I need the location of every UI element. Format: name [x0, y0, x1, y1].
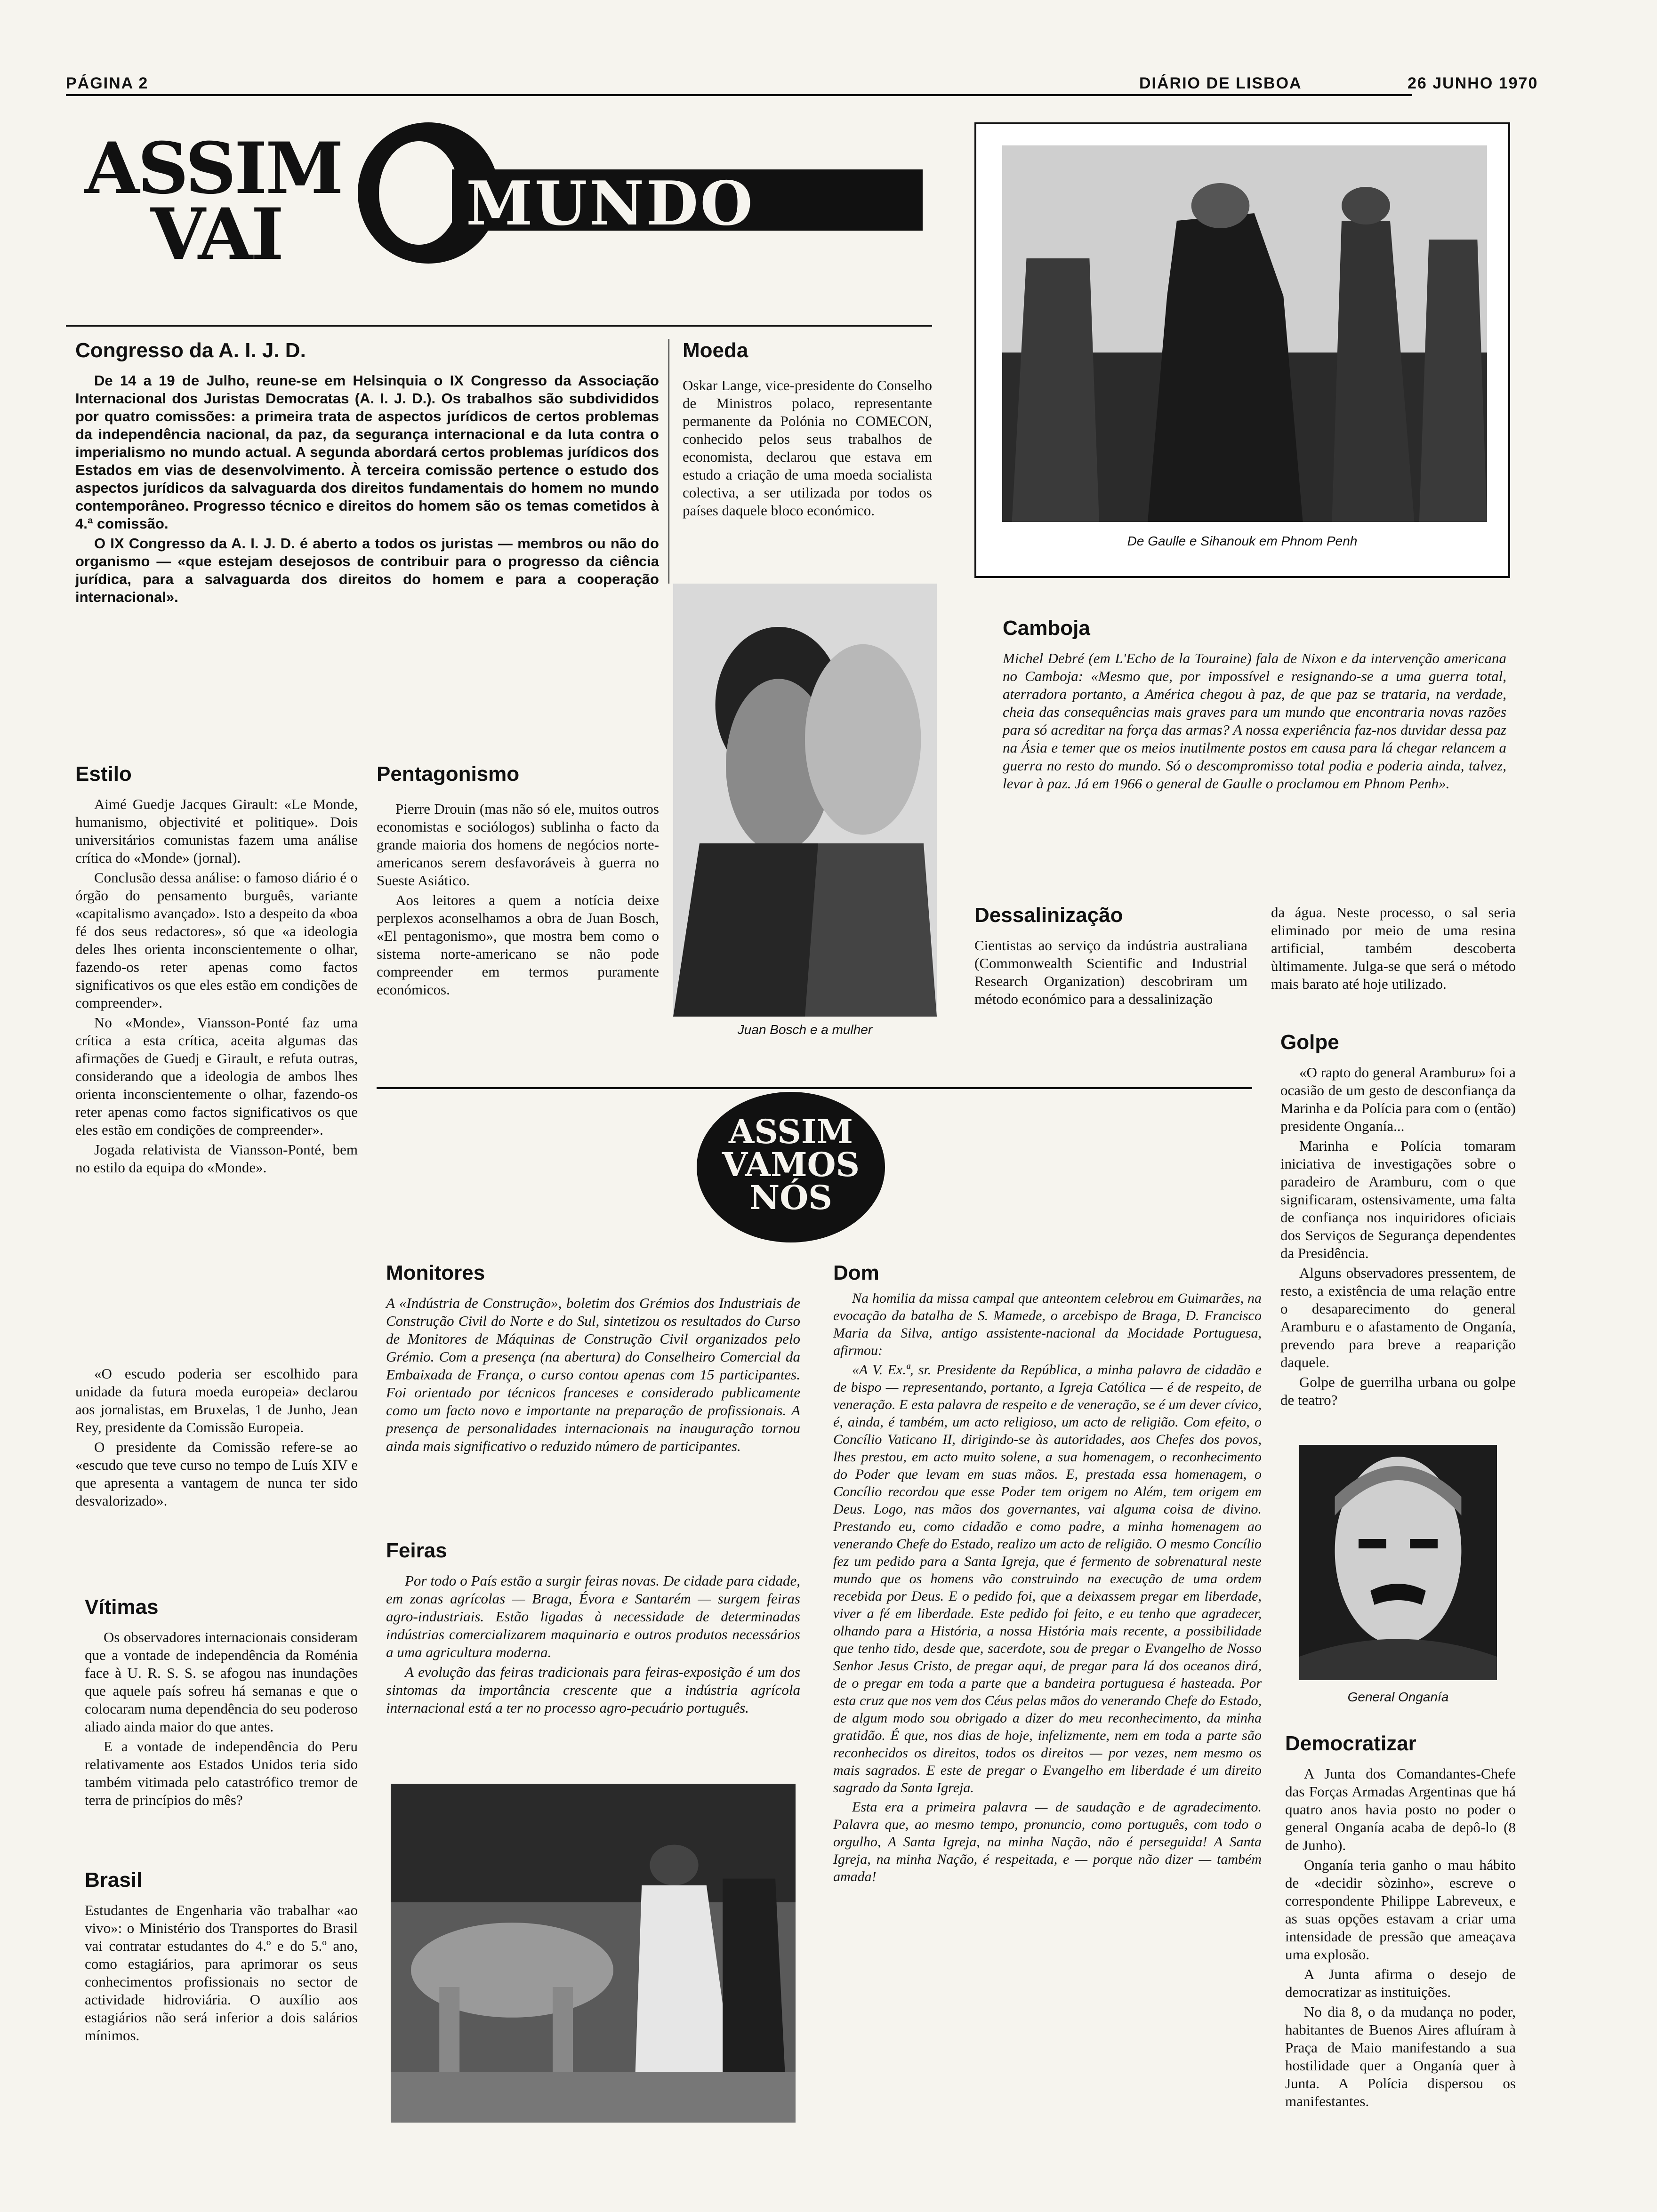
estilo-paragraph: Jogada relativista de Viansson-Ponté, bem no estilo da equipa do «Monde». — [75, 1141, 358, 1176]
vitimas-paragraph: Os observadores internacionais consideram que a vontade de independência da Roménia face à U. R. S. S. se afogou nas inundações que aquele país sofreu há semanas e que o colocaram numa dependência do seu poderoso aliado ainda maior do que antes. — [85, 1629, 358, 1735]
congresso-body — [75, 372, 659, 608]
dom-paragraph: «A V. Ex.ª, sr. Presidente da República, a minha palavra de cidadão e de bispo — representando, portanto, a Igreja Católica — é de respeito, de veneração. E esta palavra de respeito e de veneração, se é um dever cívico, é, ainda, é também, um acto religioso, um acto de religião. Com efeito, o Concílio Vaticano II, dirigindo-se às autoridades, aos Chefes dos povos, lhes prestou, em acto muito solene, a sua homenagem, o reconhecimento do Poder que levam em suas mãos. E, prestada essa homenagem, o Concílio recordou que esse Poder tem origem no Além, tem origem em Deus. Logo, nas mãos dos governantes, vai alguma coisa de divino. Prestando eu, como cidadão e como padre, a minha homenagem ao venerando Chefe do Estado, realizo um acto de religião. O mesmo Concílio fez um pedido para a Santa Igreja, que é fermento de sobrenatural neste mundo que os homens vão construindo na execução de uma ordem recebida por Deus. E o pedido foi, que a deixassem pregar em liberdade, viver a fé em liberdade. Este pedido foi feito, e eu tenho que agradecer, olhando para a História, a nossa História mais recente, a possibilidade que tenho tido, desde que, sacerdote, sou de pregar o Evangelho de Nosso Senhor Jesus Cristo, de pregar aqui, de pregar para lá dos oceanos dirá, de o pregar em toda a parte que a bandeira portuguesa é hasteada. Por esta cruz que nos vem dos Céus pelas mãos do venerando Chefe do Estado, de algum modo sou obrigado a dizer do meu reconhecimento, da minha gratidão. É que, nos dias de hoje, infelizmente, nem em toda a parte são reconhecidos os direitos, todos os direitos — por vezes, nem mesmo os mais sagrados. E este de pregar o Evangelho em liberdade é um direito sagrado da Santa Igreja. — [833, 1362, 1262, 1795]
feiras-paragraph: Por todo o País estão a surgir feiras novas. De cidade para cidade, em zonas agrícolas — Braga, Évora e Santarém — surgem feiras agro-industriais. Estão ligadas à necessidade de determinadas indústrias comercializarem maquinaria e outros produtos necessários a uma agricultura moderna. — [386, 1572, 800, 1660]
democratizar-paragraph: Onganía teria ganho o mau hábito de «decidir sòzinho», escreve o correspondente Philippe Labreveux, e as suas opções estavam a criar uma intensidade de pressão que ameaçava uma explosão. — [1285, 1857, 1516, 1963]
masthead-mundo: MUNDO — [466, 168, 755, 239]
brasil-title: Brasil — [85, 1868, 143, 1891]
pentagonismo-paragraph: Pierre Drouin (mas não só ele, muitos outros economistas e sociólogos) sublinha o facto da grande maioria dos homens de negócios norte-americanos serem desfavoráveis à guerra no Sueste Asiático. — [377, 801, 659, 889]
democratizar-body — [1285, 1765, 1516, 2112]
pentagonismo-paragraph: Aos leitores a quem a notícia deixe perplexos aconselhamos a obra de Juan Bosch, «El pentagonismo», que mostra bem como o sistema norte-americano se não pode compreender em termos puramente económicos. — [377, 892, 659, 998]
assim-vamos-nos-line2: VAMOS — [722, 1145, 860, 1184]
degaulle-photo-frame — [974, 122, 1510, 578]
bosch-caption: Juan Bosch e a mulher — [737, 1022, 873, 1037]
dom-title: Dom — [833, 1261, 879, 1284]
pentagonismo-body — [377, 800, 659, 1001]
masthead-o — [379, 141, 459, 245]
masthead — [85, 122, 932, 278]
brasil-body: Estudantes de Engenharia vão trabalhar «ao vivo»: o Ministério dos Transportes do Brasil vai contratar estudantes do 4.º e do 5.º ano, como estagiários, para aprimorar os seus conhecimentos profissionais no sector de actividade hidroviária. O auxílio aos estagiários não será inferior a dois salários mínimos. — [85, 1902, 358, 2044]
escudo-body — [75, 1365, 358, 1512]
estilo-paragraph: Conclusão dessa análise: o famoso diário é o órgão do pensamento burguês, variante «capitalismo avançado». Isto a despeito da «boa fé dos seus redactores», só que «a ideologia deles lhes orienta inconscientemente o olhar, fazendo-os reter apenas como factos significativos os que eles estão em condições de compreender». — [75, 869, 358, 1011]
masthead-assim: ASSIM — [85, 127, 342, 210]
issue-date: 26 JUNHO 1970 — [1408, 74, 1538, 92]
estilo-body — [75, 795, 358, 1178]
feiras-body — [386, 1572, 800, 1719]
golpe-paragraph: «O rapto do general Aramburu» foi a ocasião de um gesto de desconfiança da Marinha e da Polícia para com o (então) presidente Onganía... — [1280, 1064, 1516, 1134]
camboja-body: Michel Debré (em L'Echo de la Touraine) fala de Nixon e da intervenção americana no Camboja: «Mesmo que, por impossível e resignando-se a uma guerra total, aterradora portanto, a América chegou à paz, de que paz se trataria, na verdade, cheia das consequências mais graves para um mundo que encontraria novas razões para só acreditar na força das armas? A nossa experiência faz-nos duvidar dessa paz na Ásia e temer que os meios inutilmente postos em causa para lá chegar relancem a guerra no resto do mundo. Só o descompromisso total podia e poderia ainda, talvez, levar à paz. Já em 1966 o general de Gaulle o proclamou em Phnom Penh». — [1003, 650, 1506, 792]
header-rule — [66, 94, 1412, 96]
golpe-paragraph: Alguns observadores pressentem, de resto, a existência de uma relação entre o desaparecimento do general Aramburu e o afastamento de Onganía, prevendo para breve a reaparição daquele. — [1280, 1265, 1516, 1370]
monitores-title: Monitores — [386, 1261, 485, 1284]
section-rule — [377, 1087, 1252, 1089]
newspaper-name: DIÁRIO DE LISBOA — [1139, 74, 1302, 92]
feiras-paragraph: A evolução das feiras tradicionais para feiras-exposição é um dos sintomas da importância crescente que a indústria agrícola internacional está a ter no processo agro-pecuário português. — [386, 1664, 800, 1716]
democratizar-paragraph: A Junta dos Comandantes-Chefe das Forças Armadas Argentinas que há quatro anos havia posto no poder o general Onganía acaba de depô-lo (8 de Junho). — [1285, 1765, 1516, 1853]
ongania-photo — [1299, 1445, 1497, 1680]
golpe-paragraph: Golpe de guerrilha urbana ou golpe de teatro? — [1280, 1374, 1516, 1408]
escudo-paragraph: «O escudo poderia ser escolhido para unidade da futura moeda europeia» declarou aos jornalistas, em Bruxelas, 1 de Junho, Jean Rey, presidente da Comissão Europeia. — [75, 1365, 358, 1435]
congresso-title: Congresso da A. I. J. D. — [75, 339, 306, 362]
estilo-title: Estilo — [75, 762, 132, 785]
vitimas-body — [85, 1628, 358, 1811]
golpe-body — [1280, 1064, 1516, 1411]
degaulle-caption: De Gaulle e Sihanouk em Phnom Penh — [1127, 534, 1358, 548]
dessalinizacao-body-cont: da água. Neste processo, o sal seria eliminado por meio de uma resina artificial, também descoberta ùltimamente. Julga-se que será o método mais barato até hoje utilizado. — [1271, 904, 1516, 992]
escudo-paragraph: O presidente da Comissão refere-se ao «escudo que teve curso no tempo de Luís XIV e que apresenta a vantagem de nunca ter sido desvalorizado». — [75, 1439, 358, 1509]
feiras-title: Feiras — [386, 1539, 447, 1562]
estilo-paragraph: No «Monde», Viansson-Ponté faz uma crítica a esta crítica, aceita algumas das afirmações de Guedj e Girault, e refuta outras, considerando que a ideologia de ambos lhes orienta inconscientemente o olhar, fazendo-os reter apenas como factos significativos os que eles estão em condições de compreender». — [75, 1014, 358, 1138]
assim-vamos-nos-badge — [697, 1092, 885, 1242]
bosch-photo — [673, 584, 937, 1017]
assim-vamos-nos-line1: ASSIM — [728, 1112, 853, 1151]
dessalinizacao-title: Dessalinização — [974, 904, 1123, 927]
feiras-photo — [391, 1784, 796, 2123]
moeda-title: Moeda — [683, 339, 748, 362]
dom-paragraph: Na homilia da missa campal que anteontem celebrou em Guimarães, na evocação da batalha de S. Mamede, o arcebispo de Braga, D. Francisco Maria da Silva, antigo assistente-nacional da Mocidade Portuguesa, afirmou: — [833, 1290, 1262, 1358]
democratizar-title: Democratizar — [1285, 1732, 1416, 1755]
estilo-paragraph: Aimé Guedje Jacques Girault: «Le Monde, humanismo, objectivité et politique». Dois universitários comunistas fazem uma análise crítica do «Monde» (jornal). — [75, 796, 358, 866]
dom-body — [833, 1290, 1262, 1887]
moeda-body: Oskar Lange, vice-presidente do Conselho de Ministros polaco, representante permanente da Polónia no COMECON, conhecido pelos seus trabalhos de economista, declarou que estava em estudo a criação de uma moeda socialista colectiva, a ser utilizada por todos os países daquele bloco económico. — [683, 377, 932, 519]
camboja-title: Camboja — [1003, 617, 1090, 640]
vitimas-paragraph: E a vontade de independência do Peru relativamente aos Estados Unidos teria sido também vitimada pelo catastrófico tremor de terra de princípios do mês? — [85, 1738, 358, 1808]
democratizar-paragraph: A Junta afirma o desejo de democratizar as instituições. — [1285, 1966, 1516, 2000]
ongania-caption: General Onganía — [1347, 1690, 1449, 1704]
golpe-title: Golpe — [1280, 1031, 1339, 1054]
golpe-paragraph: Marinha e Polícia tomaram iniciativa de investigações sobre o paradeiro de Aramburu, com o que significaram, ostensivamente, uma falta de confiança nos inquiridores oficiais dos Serviços de Segurança dependentes da Presidência. — [1280, 1138, 1516, 1261]
column-rule — [668, 339, 669, 584]
masthead-rule — [66, 325, 932, 327]
dessalinizacao-body: Cientistas ao serviço da indústria australiana (Commonwealth Scientific and Industrial Research Organization) descobriram um método económico para a dessalinização — [974, 937, 1247, 1007]
congresso-paragraph: De 14 a 19 de Julho, reune-se em Helsinquia o IX Congresso da Associação Internacional dos Juristas Democratas (A. I. J. D.). Os trabalhos são subdivididos por quatro comissões: a primeira trata de aspectos jurídicos de certos problemas da independência nacional, da paz, da segurança internacional e da luta contra o imperialismo no mundo actual. A segunda abordará certos problemas jurídicos dos Estados em vias de desenvolvimento. À terceira comissão pertence o estudo dos aspectos jurídicos da salvaguarda dos direitos fundamentais do homem no mundo contemporâneo. Progresso técnico e direitos do homem são os temas cometidos à 4.ª comissão. — [75, 372, 659, 532]
dom-paragraph: Esta era a primeira palavra — de saudação e de agradecimento. Palavra que, ao mesmo tempo, pronuncio, como português, com todo o orgulho, A Santa Igreja, na minha Nação, não é perseguida! A Santa Igreja, na minha Nação, é respeitada, e — porque não dizer — também amada! — [833, 1799, 1262, 1884]
vitimas-title: Vítimas — [85, 1595, 159, 1619]
democratizar-paragraph: No dia 8, o da mudança no poder, habitantes de Buenos Aires afluíram à Praça de Maio manifestando a sua hostilidade quer a Onganía quer à Junta. A Polícia dispersou os manifestantes. — [1285, 2004, 1516, 2109]
page-number: PÁGINA 2 — [66, 74, 149, 92]
masthead-vai: VAI — [151, 193, 282, 276]
degaulle-photo — [1002, 145, 1487, 522]
congresso-paragraph: O IX Congresso da A. I. J. D. é aberto a todos os juristas — membros ou não do organismo — «que estejam desejosos de contribuir para o progresso da ciência jurídica, para a salvaguarda dos direitos do homem e para a cooperação internacional». — [75, 535, 659, 605]
monitores-body: A «Indústria de Construção», boletim dos Grémios dos Industriais de Construção Civil do Norte e do Sul, sintetizou os resultados do Curso de Monitores de Máquinas de Construção Civil organizados pelo Grémio. Com a presença (na abertura) do Conselheiro Comercial da Embaixada de França, o curso contou apenas com 15 participantes. Foi orientado por técnicos franceses e considerado publicamente como um facto novo e importante na preparação de profissionais. A presença de personalidades internacionais na inauguração tornou ainda mais significativo o reduzido número de participantes. — [386, 1295, 800, 1454]
pentagonismo-title: Pentagonismo — [377, 762, 520, 785]
assim-vamos-nos-line3: NÓS — [749, 1178, 832, 1217]
